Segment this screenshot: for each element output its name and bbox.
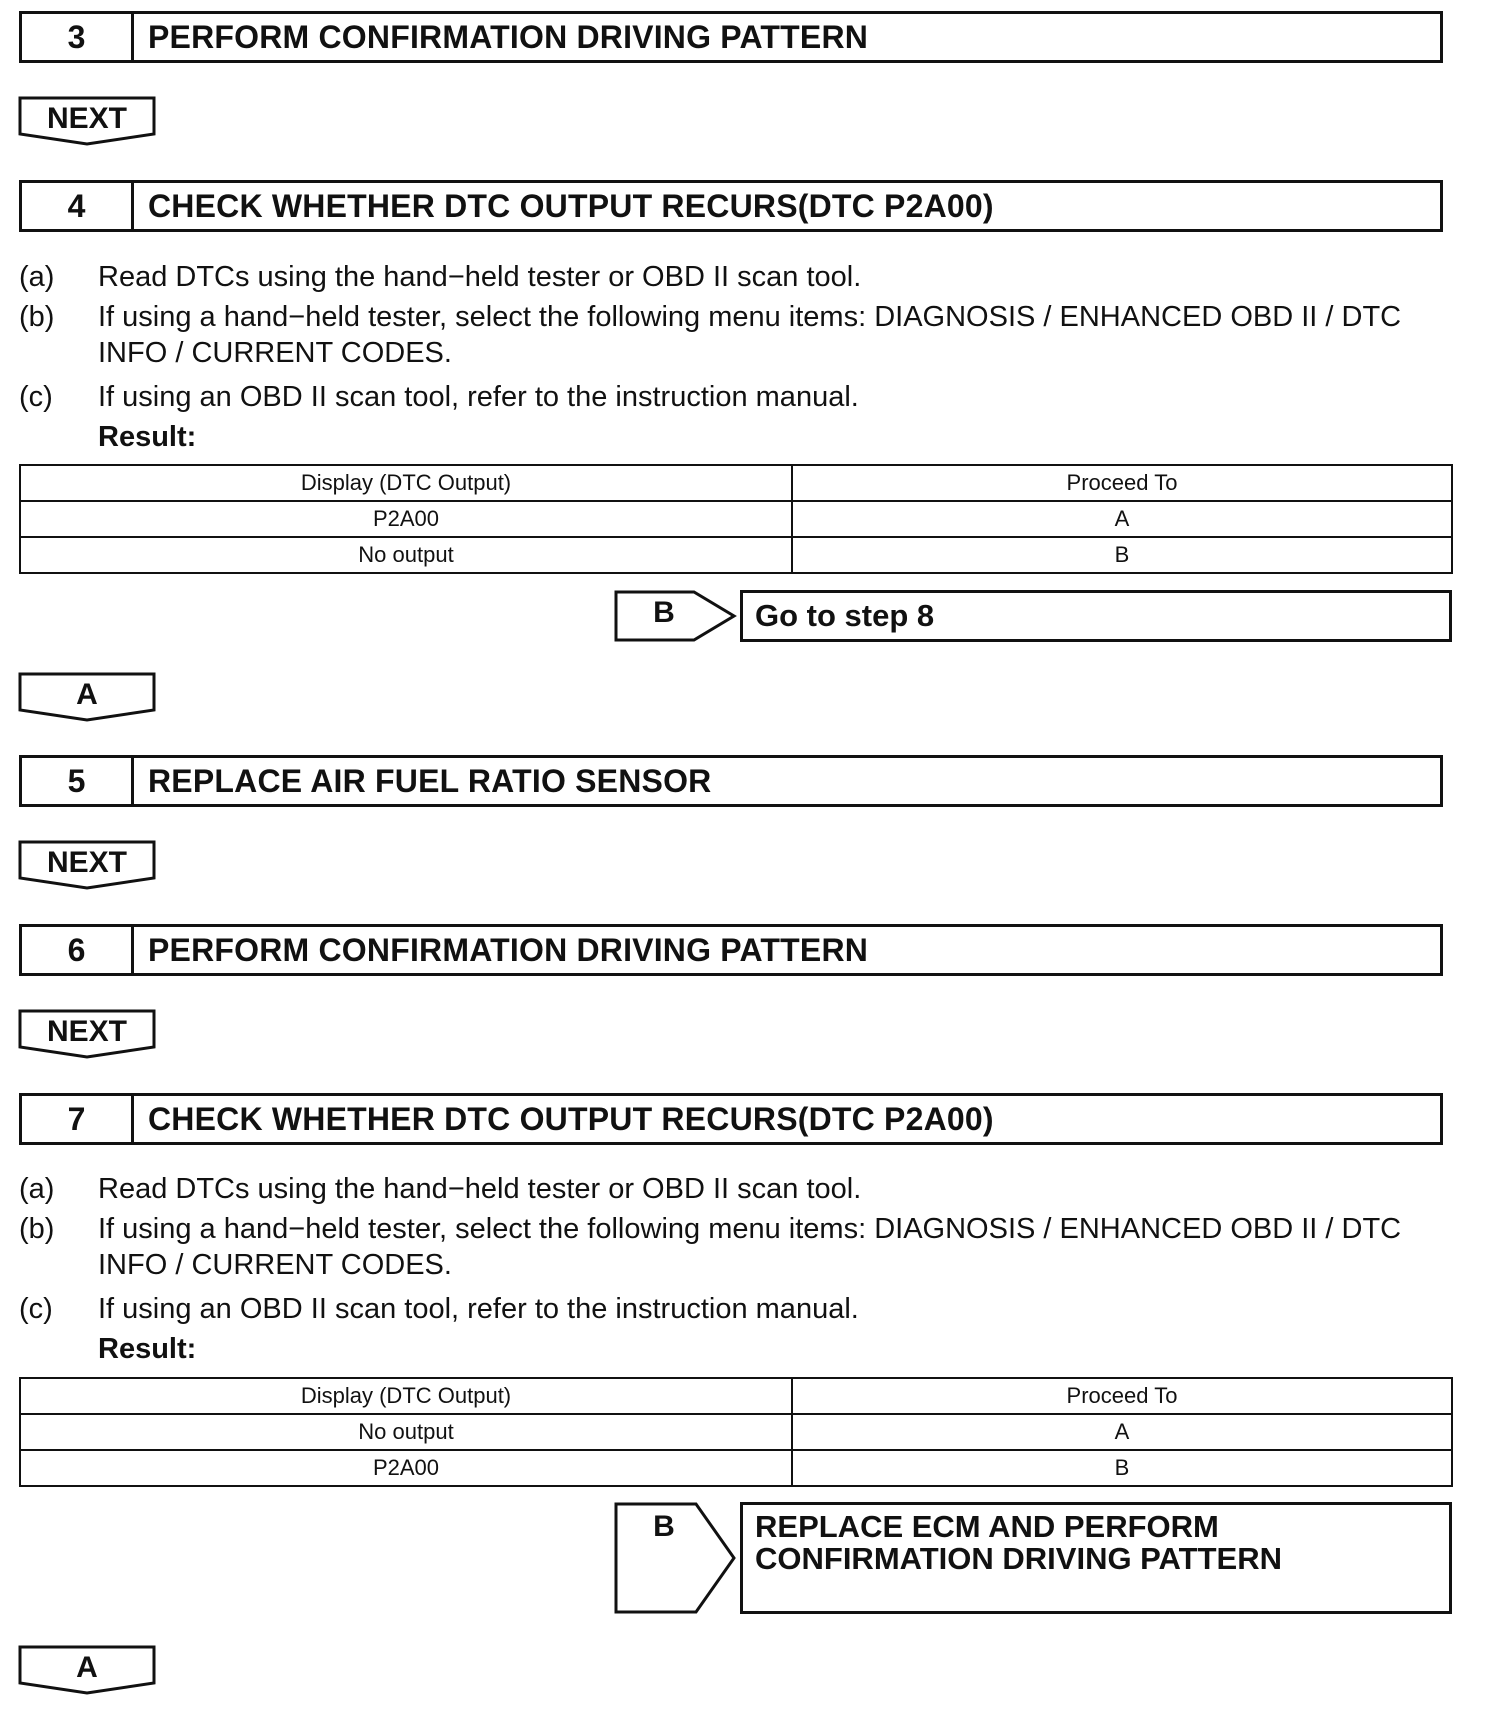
next-flow-marker — [18, 96, 156, 148]
column-header: Display (DTC Output) — [20, 465, 792, 501]
step-3-header — [19, 11, 1443, 63]
table-cell: B — [792, 537, 1452, 573]
step-number: 7 — [22, 1096, 134, 1142]
a-label: A — [76, 678, 98, 711]
branch-b-go-to-step-8 — [614, 590, 1454, 642]
table-header-row — [20, 465, 1452, 501]
result-label: Result: — [98, 1333, 197, 1365]
branch-b-replace-ecm — [614, 1502, 1454, 1614]
step-5-header — [19, 755, 1443, 807]
branch-destination — [740, 1502, 1452, 1614]
table-cell: P2A00 — [20, 501, 792, 537]
a-flow-marker — [18, 1645, 156, 1697]
column-header: Display (DTC Output) — [20, 1378, 792, 1414]
item-text: If using an OBD II scan tool, refer to the instruction manual. — [98, 1293, 859, 1325]
table-header-row — [20, 1378, 1452, 1414]
item-label: (b) — [19, 1213, 55, 1245]
table-cell: No output — [20, 537, 792, 573]
branch-destination: Go to step 8 — [740, 590, 1452, 642]
branch-destination-line: CONFIRMATION DRIVING PATTERN — [755, 1541, 1282, 1576]
table-cell: A — [792, 501, 1452, 537]
column-header: Proceed To — [792, 465, 1452, 501]
step-4-header — [19, 180, 1443, 232]
a-label: A — [76, 1651, 98, 1684]
step-number: 4 — [22, 183, 134, 229]
next-flow-marker — [18, 1009, 156, 1061]
step-number: 3 — [22, 14, 134, 60]
table-cell: No output — [20, 1414, 792, 1450]
item-text: Read DTCs using the hand−held tester or OBD II scan tool. — [98, 261, 862, 293]
step-number: 6 — [22, 927, 134, 973]
table-row — [20, 501, 1452, 537]
item-text: Read DTCs using the hand−held tester or OBD II scan tool. — [98, 1173, 862, 1205]
next-label: NEXT — [46, 1015, 127, 1048]
table-row — [20, 537, 1452, 573]
step-title: PERFORM CONFIRMATION DRIVING PATTERN — [148, 931, 869, 968]
item-label: (c) — [19, 1293, 53, 1325]
next-label: NEXT — [46, 846, 127, 879]
step-title: CHECK WHETHER DTC OUTPUT RECURS(DTC P2A00) — [148, 1100, 994, 1137]
item-text: If using a hand−held tester, select the following menu items: DIAGNOSIS / ENHANCED OBD II / DTC INFO / CURRENT CODES. — [98, 301, 1402, 369]
step-7-header — [19, 1093, 1443, 1145]
table-cell: B — [792, 1450, 1452, 1486]
item-label: (a) — [19, 261, 55, 293]
next-flow-marker — [18, 840, 156, 892]
item-label: (b) — [19, 301, 55, 333]
branch-destination-line: REPLACE ECM AND PERFORM — [755, 1509, 1219, 1544]
a-flow-marker — [18, 672, 156, 724]
step-title: CHECK WHETHER DTC OUTPUT RECURS(DTC P2A00) — [148, 187, 994, 224]
step-title: PERFORM CONFIRMATION DRIVING PATTERN — [148, 18, 869, 55]
item-label: (a) — [19, 1173, 55, 1205]
result-table — [19, 464, 1453, 574]
step-6-header — [19, 924, 1443, 976]
table-row — [20, 1450, 1452, 1486]
branch-label: B — [653, 596, 675, 629]
table-cell: A — [792, 1414, 1452, 1450]
result-label: Result: — [98, 421, 197, 453]
result-table — [19, 1377, 1453, 1487]
item-text: If using an OBD II scan tool, refer to the instruction manual. — [98, 381, 859, 413]
item-label: (c) — [19, 381, 53, 413]
item-text: If using a hand−held tester, select the following menu items: DIAGNOSIS / ENHANCED OBD II / DTC INFO / CURRENT CODES. — [98, 1213, 1402, 1281]
column-header: Proceed To — [792, 1378, 1452, 1414]
table-cell: P2A00 — [20, 1450, 792, 1486]
next-label: NEXT — [46, 102, 127, 135]
step-title: REPLACE AIR FUEL RATIO SENSOR — [148, 762, 712, 799]
branch-label: B — [653, 1510, 675, 1543]
step-number: 5 — [22, 758, 134, 804]
table-row — [20, 1414, 1452, 1450]
